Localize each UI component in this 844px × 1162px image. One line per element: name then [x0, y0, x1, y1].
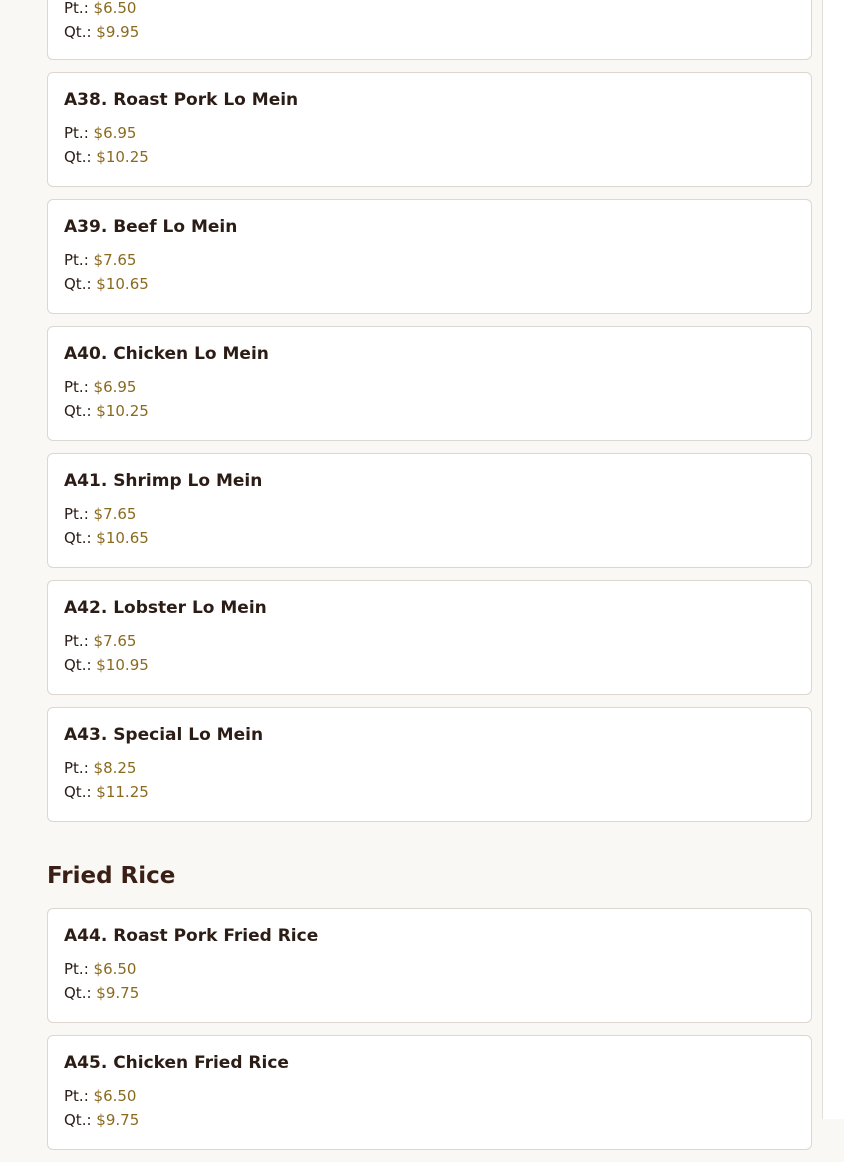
quart-price: $9.75: [96, 984, 140, 1002]
pint-price-line: [64, 957, 795, 981]
menu-item-title: A39. Beef Lo Mein: [64, 217, 238, 237]
pint-price: $8.25: [93, 759, 137, 777]
menu-item-card[interactable]: [47, 199, 812, 314]
pint-price-line: [64, 375, 795, 399]
quart-price-line: [64, 399, 795, 423]
quart-price-line: [64, 981, 795, 1005]
pint-price: $7.65: [93, 251, 137, 269]
pint-price: $6.50: [93, 0, 137, 17]
pint-label: Pt.:: [64, 251, 89, 269]
quart-price: $10.25: [96, 402, 149, 420]
pint-label: Pt.:: [64, 505, 89, 523]
pint-label: Pt.:: [64, 378, 89, 396]
menu-item-card[interactable]: [47, 0, 812, 60]
quart-price: $9.95: [96, 23, 140, 41]
quart-price-line: [64, 653, 795, 677]
pint-price: $6.95: [93, 124, 137, 142]
menu-item-title: A40. Chicken Lo Mein: [64, 344, 269, 364]
menu-item-title: A38. Roast Pork Lo Mein: [64, 90, 299, 110]
scrollbar[interactable]: [822, 0, 844, 1119]
quart-price-line: [64, 20, 795, 44]
pint-price: $6.50: [93, 960, 137, 978]
quart-label: Qt.:: [64, 275, 92, 293]
menu-item-title: A45. Chicken Fried Rice: [64, 1053, 289, 1073]
quart-price-line: [64, 780, 795, 804]
pint-price-line: [64, 1084, 795, 1108]
pint-label: Pt.:: [64, 124, 89, 142]
menu-content: [47, 0, 812, 1162]
quart-label: Qt.:: [64, 783, 92, 801]
quart-label: Qt.:: [64, 402, 92, 420]
pint-price-line: [64, 0, 795, 20]
quart-price-line: [64, 272, 795, 296]
menu-item-title: A41. Shrimp Lo Mein: [64, 471, 263, 491]
quart-label: Qt.:: [64, 984, 92, 1002]
menu-item-card[interactable]: [47, 72, 812, 187]
quart-price-line: [64, 1108, 795, 1132]
pint-price: $7.65: [93, 632, 137, 650]
menu-item-title: A44. Roast Pork Fried Rice: [64, 926, 319, 946]
pint-price-line: [64, 121, 795, 145]
pint-price: $6.50: [93, 1087, 137, 1105]
menu-item-card[interactable]: [47, 453, 812, 568]
quart-label: Qt.:: [64, 529, 92, 547]
pint-price: $7.65: [93, 505, 137, 523]
quart-price-line: [64, 526, 795, 550]
quart-price-line: [64, 145, 795, 169]
pint-price-line: [64, 248, 795, 272]
pint-price-line: [64, 756, 795, 780]
menu-item-title: A42. Lobster Lo Mein: [64, 598, 267, 618]
pint-label: Pt.:: [64, 1087, 89, 1105]
quart-price: $11.25: [96, 783, 149, 801]
pint-price: $6.95: [93, 378, 137, 396]
quart-label: Qt.:: [64, 1111, 92, 1129]
pint-label: Pt.:: [64, 632, 89, 650]
pint-label: Pt.:: [64, 960, 89, 978]
quart-price: $10.25: [96, 148, 149, 166]
quart-price: $10.65: [96, 529, 149, 547]
menu-item-card[interactable]: [47, 1035, 812, 1150]
pint-label: Pt.:: [64, 0, 89, 17]
pint-price-line: [64, 502, 795, 526]
quart-label: Qt.:: [64, 148, 92, 166]
pint-label: Pt.:: [64, 759, 89, 777]
menu-item-card[interactable]: [47, 707, 812, 822]
quart-price: $9.75: [96, 1111, 140, 1129]
menu-item-title: A43. Special Lo Mein: [64, 725, 264, 745]
section-title-fried-rice: Fried Rice: [47, 863, 176, 889]
menu-item-card[interactable]: [47, 580, 812, 695]
quart-price: $10.95: [96, 656, 149, 674]
quart-label: Qt.:: [64, 656, 92, 674]
pint-price-line: [64, 629, 795, 653]
menu-item-card[interactable]: [47, 908, 812, 1023]
quart-price: $10.65: [96, 275, 149, 293]
menu-item-card[interactable]: [47, 326, 812, 441]
quart-label: Qt.:: [64, 23, 92, 41]
